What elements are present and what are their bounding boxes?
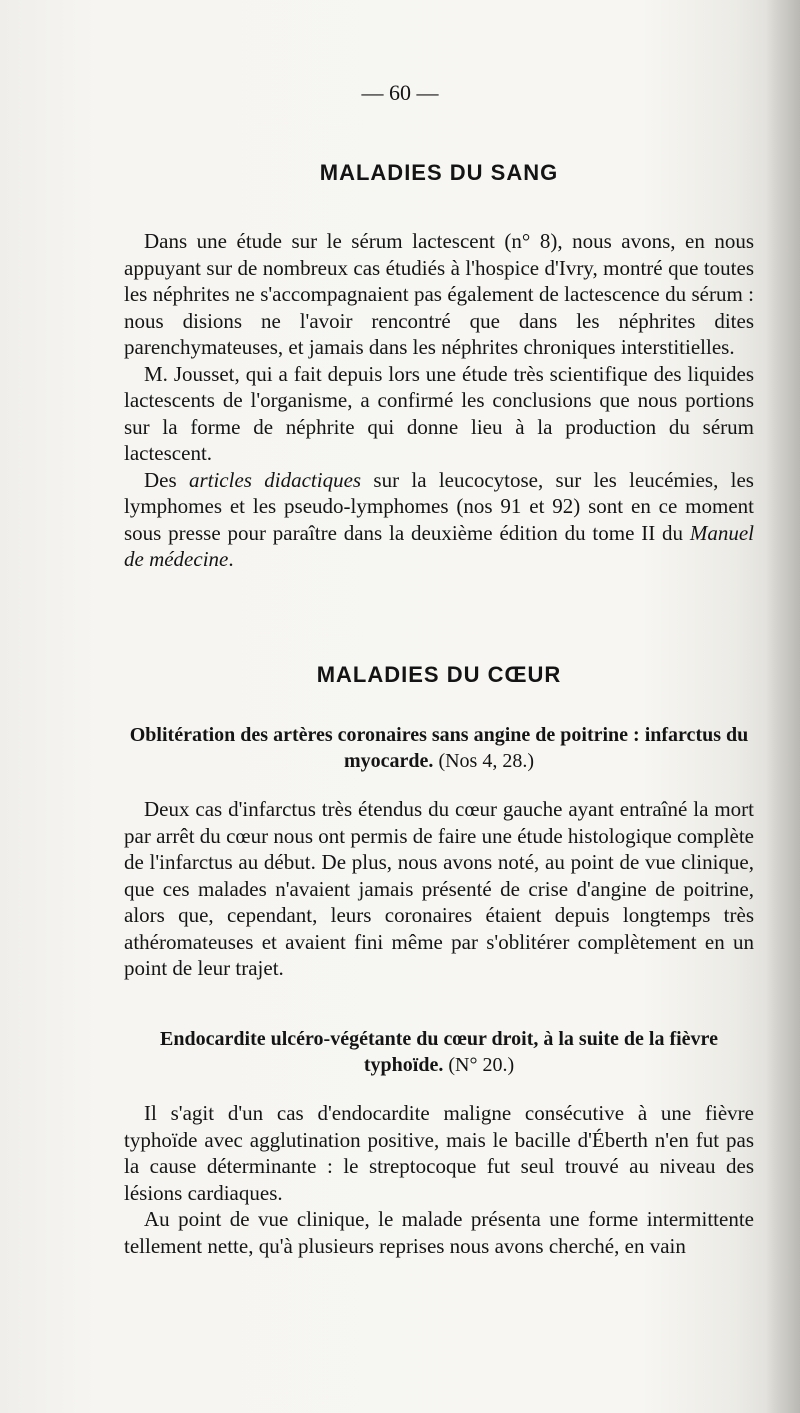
paragraph-infarctus: Deux cas d'infarctus très étendus du cœur gauche ayant entraîné la mort par arrêt du cœur nous ont permis de faire une étude histologique complète de l'infarctus au début. De plus, nous avons noté, au point de vue clinique, que ces malades n'avaient jamais présenté de crise d'angine de poitrine, alors que, cependant, leurs coronaires étaient depuis longtemps très athéromateuses et avaient fini même par s'oblitérer complètement en un point de leur trajet.: [124, 797, 754, 980]
page-number: — 60 —: [361, 80, 439, 105]
paragraph-articles-didactiques: Des articles didactiques sur la leucocytose, sur les leucémies, les lymphomes et les pseudo-lymphomes (nos 91 et 92) sont en ce moment sous presse pour paraître dans la deuxième édition du tome II du Manuel de médecine.: [124, 467, 754, 571]
paragraph-endocardite: Il s'agit d'un cas d'endocardite maligne consécutive à une fièvre typhoïde avec agglutination positive, mais le bacille d'Éberth n'en fut pas la cause déterminante : le streptocoque fut seul trouvé au niveau des lésions cardiaques.: [124, 1101, 754, 1205]
page-gutter-shadow: [766, 0, 800, 1413]
paragraph-clinique: Au point de vue clinique, le malade présenta une forme intermittente tellement nette, qu'à plusieurs reprises nous avons cherché, en vain: [124, 1207, 754, 1258]
section-heading-sang: MALADIES DU SANG: [319, 160, 559, 185]
paragraph-serum-lactescent: Dans une étude sur le sérum lactescent (n° 8), nous avons, en nous appuyant sur de nombreux cas étudiés à l'hospice d'Ivry, montré que toutes les néphrites ne s'accompagnaient pas également de lactescence du sérum : nous disions ne l'avoir rencontré que dans les néphrites dites parenchymateuses, et jamais dans les néphrites chroniques interstitielles.: [124, 229, 754, 359]
section-heading-coeur: MALADIES DU CŒUR: [316, 662, 562, 687]
section-sang-body: [124, 228, 754, 573]
section-coronaires-body: [124, 796, 754, 982]
subheading-coronaires: Oblitération des artères coronaires sans angine de poitrine : infarctus du myocarde. (Nos 4, 28.): [129, 724, 749, 772]
paragraph-jousset: M. Jousset, qui a fait depuis lors une étude très scientifique des liquides lactescents de l'organisme, a confirmé les conclusions que nous portions sur la forme de néphrite qui donne lieu à la production du sérum lactescent.: [124, 361, 754, 465]
subheading-endocardite: Endocardite ulcéro-végétante du cœur droit, à la suite de la fièvre typhoïde. (N° 20.): [160, 1028, 718, 1076]
section-endocardite-body: [124, 1100, 754, 1259]
